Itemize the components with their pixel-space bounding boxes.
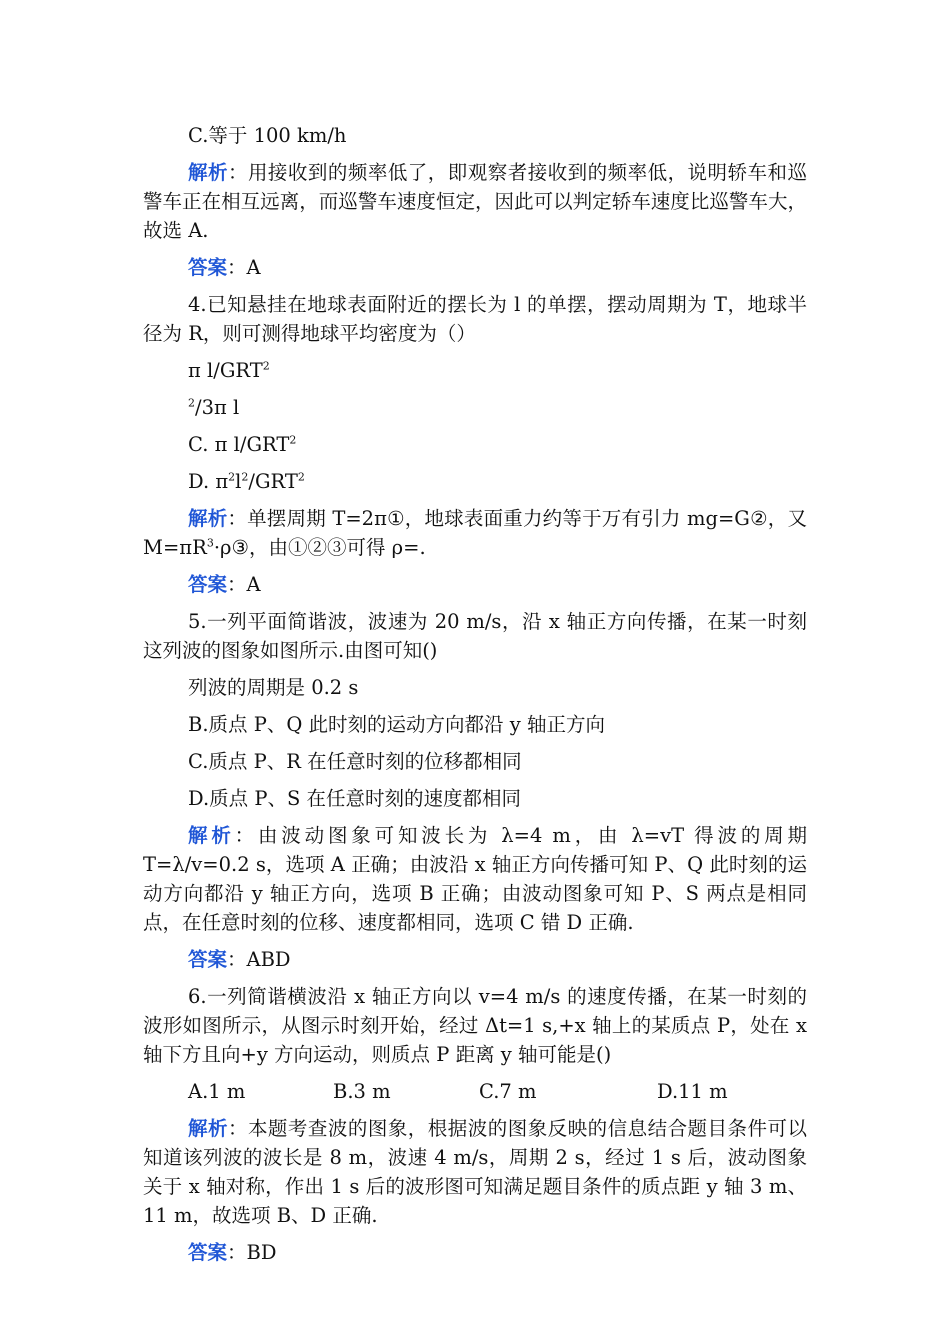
superscript: 2 <box>228 470 236 484</box>
option-text: l <box>235 470 242 493</box>
analysis-text: ·ρ③，由①②③可得 ρ=. <box>213 536 426 559</box>
option-text: D. π <box>188 470 229 493</box>
superscript: 2 <box>188 396 195 410</box>
superscript: 2 <box>297 470 305 484</box>
q3-option-c: C.等于 100 km/h <box>188 124 347 147</box>
answer-label: 答案 <box>188 948 228 971</box>
q5-analysis <box>143 821 807 937</box>
q5-option-c: C.质点 P、R 在任意时刻的位移都相同 <box>188 750 522 773</box>
analysis-label: 解析 <box>188 507 228 530</box>
answer-text: ：A <box>227 573 261 596</box>
answer-label: 答案 <box>188 573 228 596</box>
analysis-label: 解析 <box>188 161 228 184</box>
q6-option-a: A.1 m <box>188 1080 246 1103</box>
analysis-text: ：单摆周期 T=2π①，地球表面重力约等于万有引力 mg=G②，又 M=πR <box>143 507 807 559</box>
answer-text: ：A <box>227 256 261 279</box>
superscript: 2 <box>241 470 249 484</box>
q5-option-a: 列波的周期是 0.2 s <box>188 676 359 699</box>
q4-stem: 4.已知悬挂在地球表面附近的摆长为 l 的单摆，摆动周期为 T，地球半径为 R，则可测得地球平均密度为（） <box>143 293 807 345</box>
document-content <box>143 121 807 1275</box>
q4-option-b <box>143 393 807 422</box>
q6-analysis <box>143 1114 807 1230</box>
superscript: 2 <box>262 359 270 373</box>
q5-stem: 5.一列平面简谐波，波速为 20 m/s，沿 x 轴正方向传播，在某一时刻这列波的图象如图所示.由图可知() <box>143 610 807 662</box>
q5-answer <box>143 945 807 974</box>
q5-option-b: B.质点 P、Q 此时刻的运动方向都沿 y 轴正方向 <box>188 713 605 736</box>
q4-option-a <box>143 356 807 385</box>
answer-text: ：ABD <box>227 948 291 971</box>
answer-label: 答案 <box>188 1241 228 1264</box>
q3-answer <box>143 253 807 282</box>
analysis-text: ：本题考查波的图象，根据波的图象反映的信息结合题目条件可以知道该列波的波长是 8 m，波速 4 m/s，周期 2 s，经过 1 s 后，波动图象关于 x 轴对称，作出 1 s 后的波形图可知满足题目条件的质点距 y 轴 3 m、11 m，故选项 B、D 正确. <box>143 1117 807 1227</box>
q4-option-c <box>143 430 807 459</box>
q4-answer <box>143 570 807 599</box>
answer-label: 答案 <box>188 256 228 279</box>
option-text: π l/GRT <box>188 359 263 382</box>
answer-text: ：BD <box>227 1241 277 1264</box>
q4-option-d <box>143 467 807 496</box>
q6-option-d: D.11 m <box>657 1080 728 1103</box>
q3-analysis <box>143 158 807 245</box>
q6-option-c: C.7 m <box>479 1080 537 1103</box>
analysis-text: ：用接收到的频率低了，即观察者接收到的频率低，说明轿车和巡警车正在相互远离，而巡警车速度恒定，因此可以判定轿车速度比巡警车大，故选 A. <box>143 161 807 242</box>
superscript: 3 <box>206 536 214 550</box>
option-text: /GRT <box>248 470 298 493</box>
analysis-text: ：由波动图象可知波长为 λ=4 m，由 λ=vT 得波的周期 T=λ/v=0.2 s，选项 A 正确；由波沿 x 轴正方向传播可知 P、Q 此时刻的运动方向都沿 y 轴正方向，选项 B 正确；由波动图象可知 P、S 两点是相同点，在任意时刻的位移、速度都相同，选项 C 错 D 正确. <box>143 824 807 934</box>
q6-answer <box>143 1238 807 1267</box>
q6-options <box>143 1077 807 1106</box>
superscript: 2 <box>289 433 297 447</box>
q5-option-d: D.质点 P、S 在任意时刻的速度都相同 <box>188 787 522 810</box>
analysis-label: 解析 <box>188 1117 228 1140</box>
q6-stem: 6.一列简谐横波沿 x 轴正方向以 v=4 m/s 的速度传播，在某一时刻的波形如图所示，从图示时刻开始，经过 Δt=1 s,+x 轴上的某质点 P，处在 x 轴下方且向+y 方向运动，则质点 P 距离 y 轴可能是() <box>143 985 807 1066</box>
q6-option-b: B.3 m <box>333 1080 391 1103</box>
option-text: /3π l <box>195 396 240 419</box>
option-text: C. π l/GRT <box>188 433 290 456</box>
analysis-label: 解析 <box>188 824 235 847</box>
q4-analysis <box>143 504 807 562</box>
